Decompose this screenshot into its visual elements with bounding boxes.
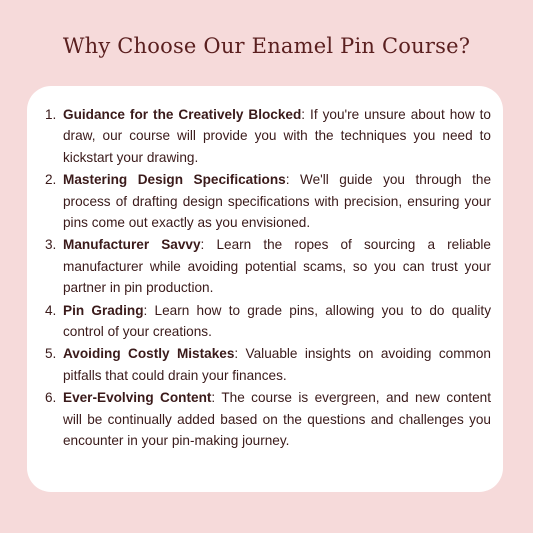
item-text: : The course is evergreen, and new content will be continually added based on the questions and challenges you encounter in your pin-making journey. (63, 390, 491, 449)
list-item (45, 104, 491, 168)
item-body (63, 104, 491, 168)
item-body (63, 300, 491, 343)
content-card (27, 86, 503, 492)
item-body (63, 169, 491, 233)
item-heading: Avoiding Costly Mistakes (63, 346, 235, 362)
list-item (45, 300, 491, 343)
page-title: Why Choose Our Enamel Pin Course? (62, 34, 471, 58)
item-number: 2. (45, 172, 57, 188)
list-item (45, 169, 491, 233)
item-body (63, 343, 491, 386)
item-text: : If you're unsure about how to draw, our course will provide you with the techniques you need to kickstart your drawing. (63, 107, 491, 165)
benefits-list (45, 104, 491, 453)
item-number: 1. (45, 107, 57, 122)
item-number: 6. (45, 390, 57, 406)
item-body (63, 387, 491, 451)
list-item (45, 343, 491, 386)
item-heading: Mastering Design Specifications (63, 172, 286, 188)
item-text: : Learn the ropes of sourcing a reliable manufacturer while avoiding potential scams, so you can trust your partner in pin production. (63, 237, 491, 296)
item-number: 4. (45, 302, 57, 318)
item-heading: Pin Grading (63, 302, 144, 318)
item-body (63, 234, 491, 298)
item-heading: Ever-Evolving Content (63, 390, 212, 406)
item-heading: Guidance for the Creatively Blocked (63, 107, 302, 122)
item-text: : We'll guide you through the process of drafting design specifications with precision, ensuring your pins come out exactly as you envisioned. (63, 172, 492, 231)
list-item (45, 387, 491, 451)
item-number: 3. (45, 237, 57, 253)
item-heading: Manufacturer Savvy (63, 237, 201, 253)
item-text: : Learn how to grade pins, allowing you to do quality control of your creations. (63, 302, 491, 340)
list-item (45, 234, 491, 298)
item-number: 5. (45, 346, 57, 362)
item-text: : Valuable insights on avoiding common pitfalls that could drain your finances. (63, 346, 491, 383)
